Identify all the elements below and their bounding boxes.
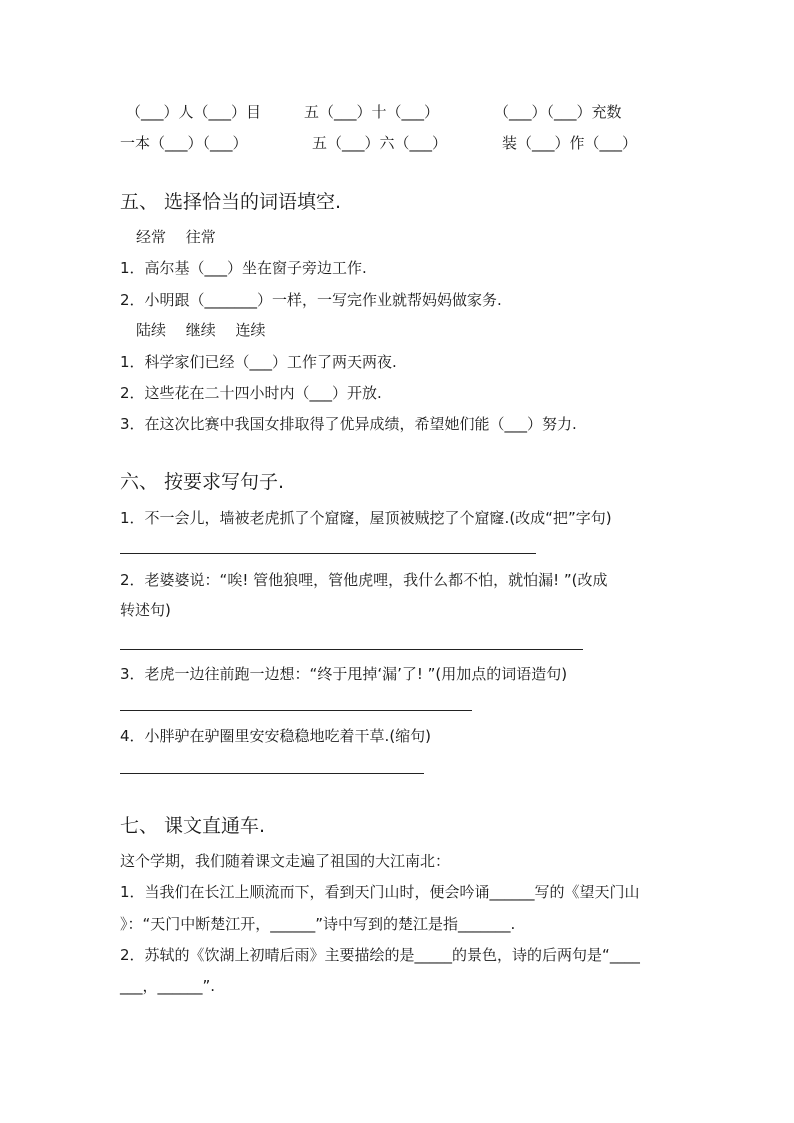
section-title: 五、 选择恰当的词语填空. (120, 191, 342, 213)
word-options: 陆续 继续 连续 (136, 321, 266, 339)
question-text: 》：“天门中断楚江开，______”诗中写到的楚江是指_______. (120, 915, 516, 933)
section-title: 七、 课文直通车. (120, 815, 266, 837)
question-text: 1．科学家们已经（___）工作了两天两夜. (120, 353, 397, 371)
idiom-item: 五（___）十（___） (304, 103, 440, 121)
question-text: ___，______”. (120, 977, 216, 995)
idiom-item: （___）人（___）目 (126, 103, 262, 121)
answer-line[interactable] (120, 773, 424, 774)
question-text: 4．小胖驴在驴圈里安安稳稳地吃着干草.(缩句) (120, 727, 432, 745)
answer-line[interactable] (120, 553, 536, 554)
idiom-item: 一本（___）（___） (120, 134, 248, 152)
answer-line[interactable] (120, 649, 583, 650)
question-text: 1．不一会儿，墙被老虎抓了个窟窿，屋顶被贼挖了个窟窿.(改成“把”字句) (120, 509, 612, 527)
question-text: 1．当我们在长江上顺流而下，看到天门山时，便会吟诵______写的《望天门山 (120, 883, 640, 901)
question-text: 2．苏轼的《饮湖上初晴后雨》主要描绘的是_____的景色，诗的后两句是“____ (120, 946, 640, 964)
idiom-item: 装（___）作（___） (502, 134, 638, 152)
question-text: 2．小明跟（_______）一样，一写完作业就帮妈妈做家务. (120, 291, 502, 309)
intro-text: 这个学期，我们随着课文走遍了祖国的大江南北： (120, 852, 451, 870)
question-text: 转述句) (120, 601, 171, 619)
question-text: 2．这些花在二十四小时内（___）开放. (120, 384, 382, 402)
question-text: 2．老婆婆说：“唉! 管他狼哩，管他虎哩，我什么都不怕，就怕漏! ”(改成 (120, 571, 608, 589)
question-text: 3．在这次比赛中我国女排取得了优异成绩，希望她们能（___）努力. (120, 415, 577, 433)
word-options: 经常 往常 (136, 228, 216, 246)
section-title: 六、 按要求写句子. (120, 471, 285, 493)
idiom-item: （___）（___）充数 (494, 103, 622, 121)
idiom-item: 五（___）六（___） (312, 134, 448, 152)
question-text: 1．高尔基（___）坐在窗子旁边工作. (120, 259, 367, 277)
answer-line[interactable] (120, 710, 472, 711)
question-text: 3．老虎一边往前跑一边想：“终于甩掉‘漏’了! ”(用加点的词语造句) (120, 665, 568, 683)
